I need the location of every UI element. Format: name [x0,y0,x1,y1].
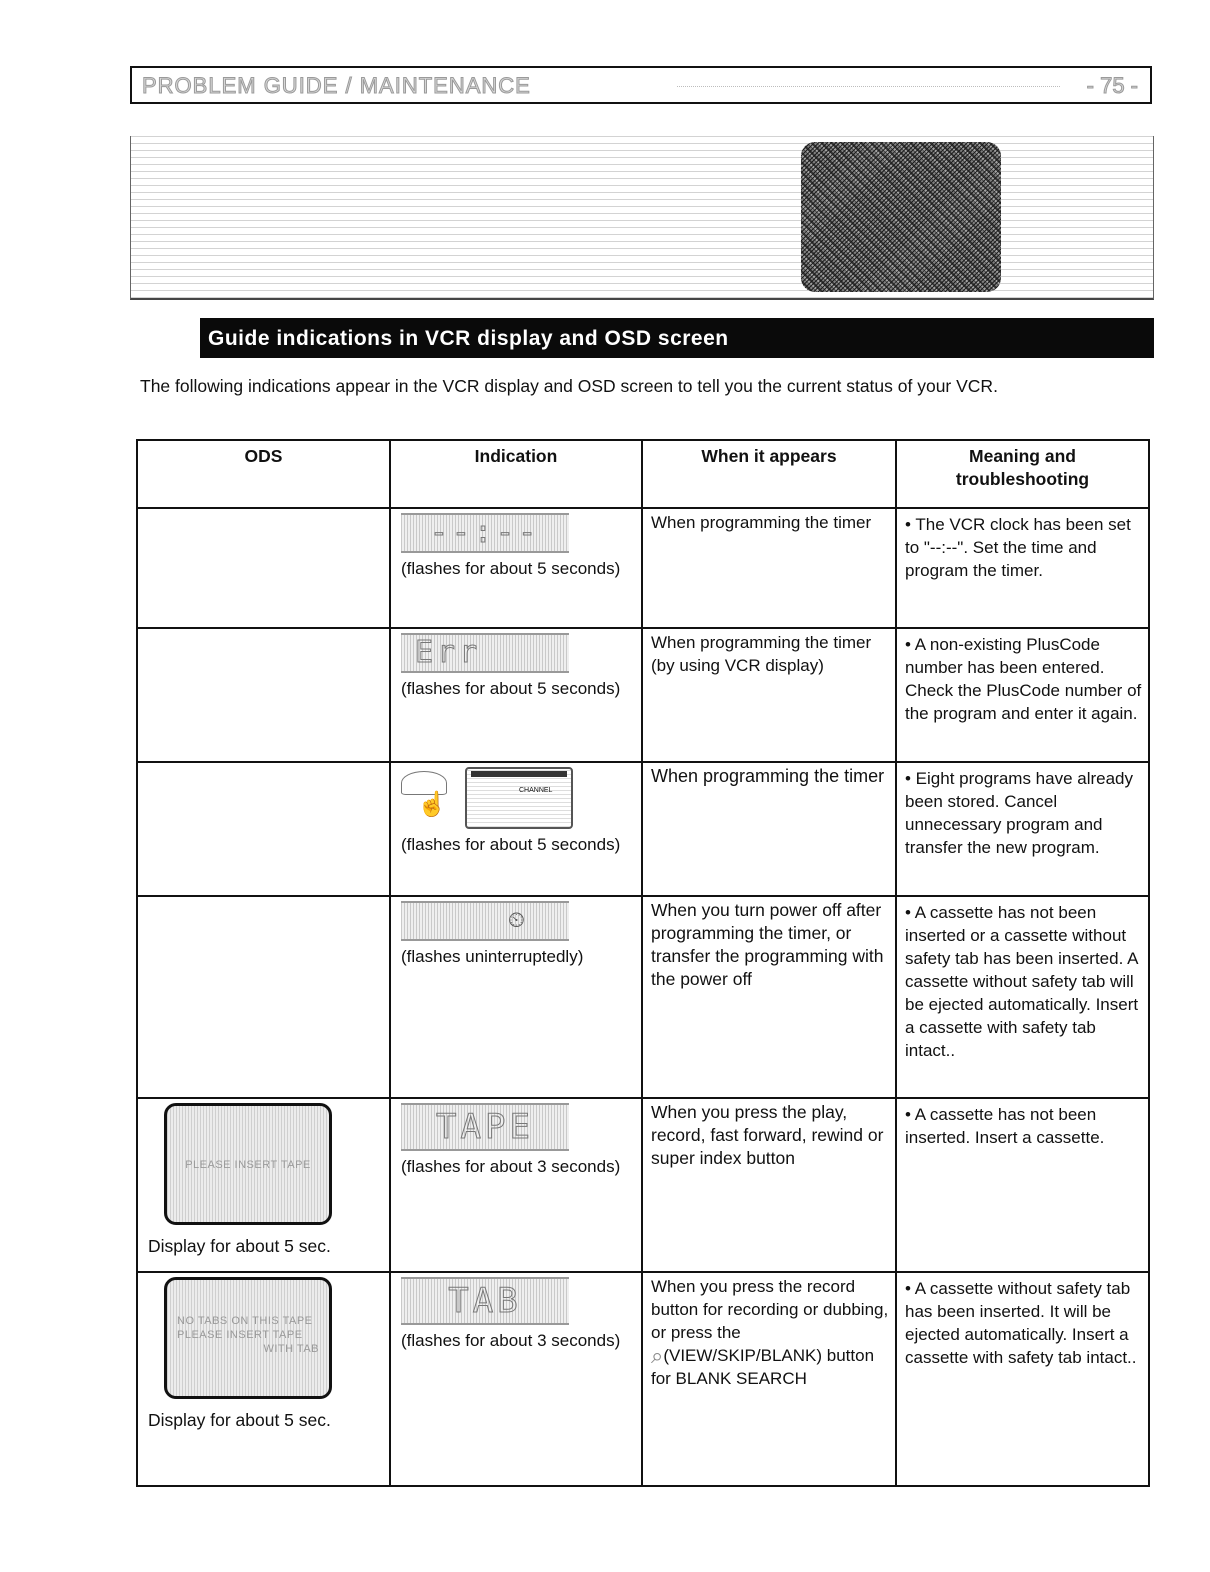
header-banner-image [130,136,1154,300]
osd-line-1: NO TABS ON THIS TAPE [177,1315,313,1327]
meaning-cell: • A cassette without safety tab has been inserted. It will be ejected automatically. Insert a cassette with safety tab intact.. [896,1272,1149,1486]
table-row [137,896,1149,1098]
section-title: Guide indications in VCR display and OSD screen [200,318,1154,358]
indication-cell [390,762,642,896]
indication-cell [390,896,642,1098]
vcr-lcd-display [401,1103,569,1151]
indication-note: (flashes for about 5 seconds) [401,835,621,854]
meaning-cell: • The VCR clock has been set to "--:--". Set the time and program the timer. [896,508,1149,628]
table-row [137,762,1149,896]
meaning-cell: • Eight programs have already been stored. Cancel unnecessary program and transfer the new program. [896,762,1149,896]
meaning-cell: • A cassette has not been inserted. Insert a cassette. [896,1098,1149,1272]
view-skip-blank-button-icon: ⌕ [651,1343,664,1368]
screen-title-bar [471,771,567,777]
header-meaning-text: Meaning and troubleshooting [955,446,1090,489]
osd-line-3: WITH TAB [263,1343,319,1355]
ods-caption: Display for about 5 sec. [148,1410,331,1430]
vcr-lcd-display [401,633,569,673]
page-header [130,66,1152,104]
header-title: PROBLEM GUIDE / MAINTENANCE [142,73,531,98]
indication-note: (flashes for about 3 seconds) [401,1331,621,1350]
ods-cell [137,762,390,896]
tv-static-image [801,142,1001,292]
ods-cell [137,1272,390,1486]
osd-message [177,1314,319,1356]
lcd-text: TAB [448,1281,522,1321]
table-row [137,1272,1149,1486]
lcd-text: --:-- [429,515,541,550]
table-row [137,628,1149,762]
when-text-part2: (VIEW/SKIP/BLANK) button for BLANK SEARCH [651,1346,875,1388]
header-meaning [896,440,1149,508]
vcr-lcd-display [401,901,569,941]
ods-cell [137,508,390,628]
page-number: - 75 - [1086,73,1138,98]
header-indication: Indication [390,440,642,508]
hand-pointer-icon: ☝ [417,791,447,818]
indication-cell [390,1098,642,1272]
indication-note: (flashes uninterruptedly) [401,947,584,966]
when-cell: When you turn power off after programming the timer, or transfer the programming with the power off [642,896,896,1098]
table-header-row [137,440,1149,508]
osd-screen [164,1103,332,1225]
indication-cell [390,628,642,762]
remote-and-screen-graphic [401,767,571,829]
header-dotted-rule [677,86,1060,87]
osd-screen [164,1277,332,1399]
guide-table [136,439,1150,1487]
lcd-text: Err [415,635,482,670]
table-row [137,1098,1149,1272]
indication-cell [390,508,642,628]
when-cell: When programming the timer [642,508,896,628]
indication-note: (flashes for about 5 seconds) [401,559,621,578]
screen-channel-label: CHANNEL [519,787,553,794]
ods-caption: Display for about 5 sec. [148,1236,331,1256]
vcr-lcd-display [401,513,569,553]
indication-note: (flashes for about 3 seconds) [401,1157,621,1176]
osd-line-2: PLEASE INSERT TAPE [177,1329,303,1341]
table-row [137,508,1149,628]
lcd-text: TAPE [436,1107,534,1147]
timer-icon: ⏲ [507,908,529,933]
meaning-cell: • A non-existing PlusCode number has been entered. Check the PlusCode number of the program and enter it again. [896,628,1149,762]
intro-text: The following indications appear in the VCR display and OSD screen to tell you the current status of your VCR. [140,376,998,396]
osd-message: PLEASE INSERT TAPE [185,1159,311,1171]
when-cell: When you press the play, record, fast forward, rewind or super index button [642,1098,896,1272]
program-screen-thumbnail [465,767,573,829]
indication-note: (flashes for about 5 seconds) [401,679,621,698]
vcr-lcd-display [401,1277,569,1325]
when-cell: When programming the timer [642,762,896,896]
when-text-part1: When you press the record button for recording or dubbing, or press the [651,1277,889,1342]
ods-cell [137,896,390,1098]
ods-cell [137,628,390,762]
header-ods: ODS [137,440,390,508]
indication-cell [390,1272,642,1486]
meaning-cell: • A cassette has not been inserted or a cassette without safety tab has been inserted. A cassette without safety tab will be ejected automatically. Insert a cassette with safety tab intact.. [896,896,1149,1098]
when-cell: When programming the timer (by using VCR display) [642,628,896,762]
ods-cell [137,1098,390,1272]
when-cell [642,1272,896,1486]
header-when: When it appears [642,440,896,508]
